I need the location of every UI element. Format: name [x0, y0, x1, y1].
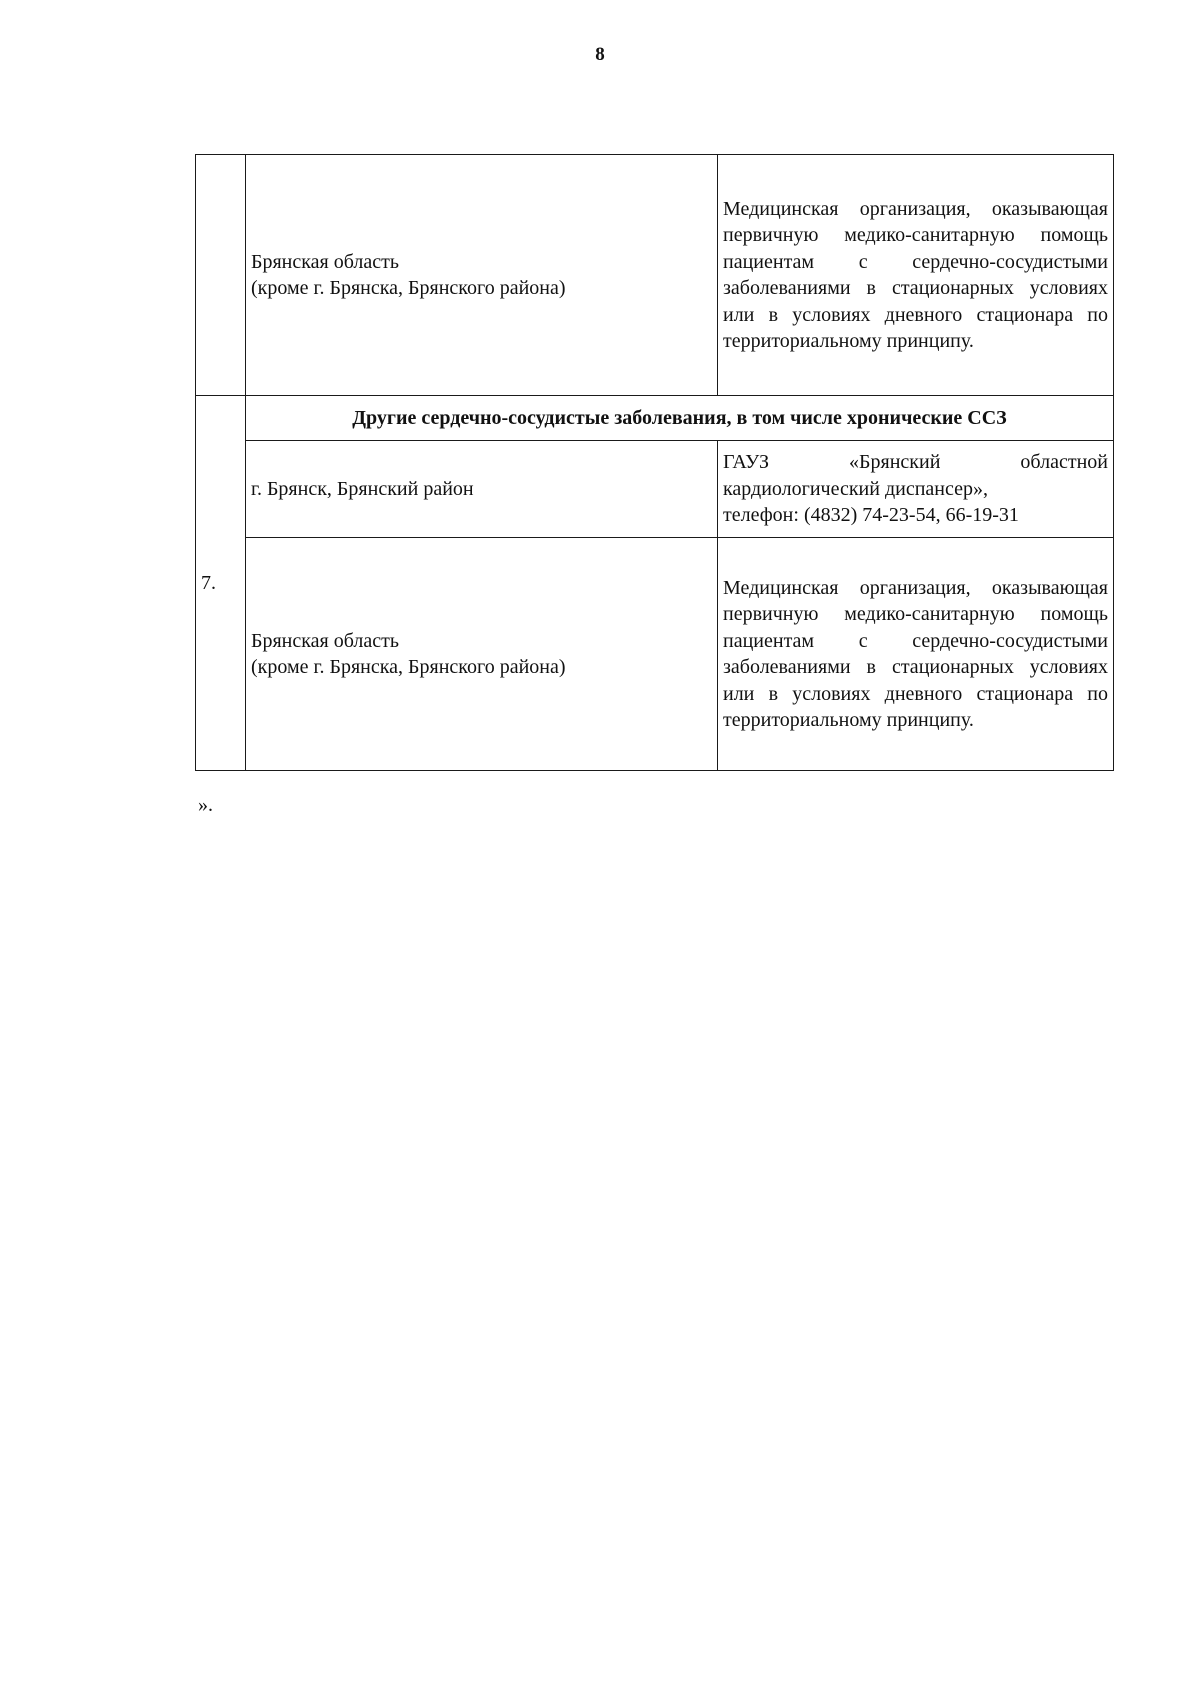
closing-quote-mark: ». [198, 794, 213, 816]
section-heading: Другие сердечно-сосудистые заболевания, в том числе хронические ССЗ [246, 396, 1114, 441]
org-name: ГАУЗ «Брянский областной кардиологический диспансер», [723, 451, 1108, 500]
area-line: Брянская область [251, 250, 400, 273]
area-line: (кроме г. Брянска, Брянского района) [251, 277, 566, 299]
organization-cell [718, 441, 1114, 538]
org-phone: телефон: (4832) 74-23-54, 66-19-31 [723, 504, 1019, 527]
organizations-table [195, 154, 1114, 771]
area-cell: г. Брянск, Брянский район [246, 441, 718, 538]
number-cell-empty [196, 155, 246, 396]
table-row [196, 441, 1114, 538]
page-number: 8 [595, 44, 605, 65]
area-cell [246, 155, 718, 396]
table-row [196, 538, 1114, 771]
area-line: Брянская область [251, 629, 400, 652]
item-number: 7. [196, 396, 246, 771]
table-row [196, 396, 1114, 441]
area-line: (кроме г. Брянска, Брянского района) [251, 656, 566, 678]
organization-cell: Медицинская организация, оказывающая первичную медико-санитарную помощь пациентам с сердечно-сосудистыми заболеваниями в стационарных условиях или в условиях дневного стационара по территориальному принципу. [718, 155, 1114, 396]
organization-cell: Медицинская организация, оказывающая первичную медико-санитарную помощь пациентам с сердечно-сосудистыми заболеваниями в стационарных условиях или в условиях дневного стационара по территориальному принципу. [718, 538, 1114, 771]
area-cell [246, 538, 718, 771]
table-row [196, 155, 1114, 396]
